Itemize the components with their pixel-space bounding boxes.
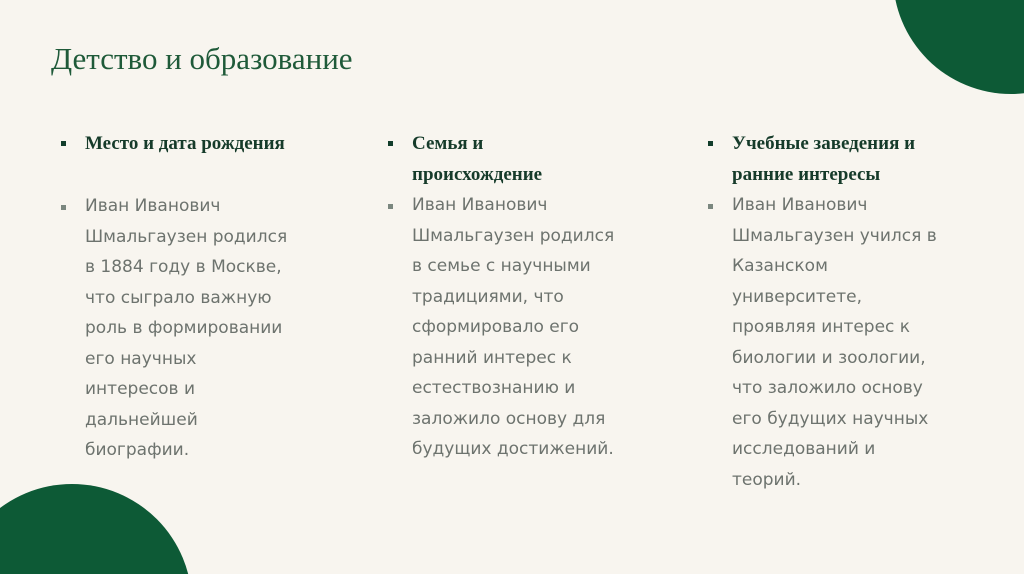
family-text-row (387, 190, 677, 465)
bullet-icon (708, 204, 713, 209)
birth-heading-row (60, 128, 350, 159)
bullet-icon (388, 204, 393, 209)
birth-text: Иван Иванович Шмальгаузен родился в 1884 году в Москве, что сыграло важную роль в формировании его научных интересов и дальнейшей биографии. (85, 196, 288, 460)
education-heading: Учебные заведения и ранние интересы (732, 133, 916, 185)
birth-heading: Место и дата рождения (85, 133, 285, 154)
bullet-icon (61, 205, 66, 210)
family-text: Иван Иванович Шмальгаузен родился в семье с научными традициями, что сформировало его ранний интерес к естествознанию и заложило основу для будущих достижений. (412, 195, 615, 459)
birth-text-row (60, 191, 350, 466)
bullet-icon (388, 141, 393, 146)
bullet-icon (708, 141, 713, 146)
family-heading: Семья и происхождение (412, 133, 543, 185)
decorative-bottom-left-circle (0, 484, 192, 574)
decorative-top-right-circle (893, 0, 1024, 94)
bullet-icon (61, 141, 66, 146)
birth-column (60, 128, 350, 466)
slide-title: Детство и образование (51, 41, 353, 76)
education-column (707, 128, 997, 495)
education-heading-row (707, 128, 997, 190)
family-column (387, 128, 677, 465)
education-text: Иван Иванович Шмальгаузен учился в Казанском университете, проявляя интерес к биологии и зоологии, что заложило основу его будущих научных исследований и теорий. (732, 195, 937, 490)
family-heading-row (387, 128, 677, 190)
education-text-row (707, 190, 997, 495)
